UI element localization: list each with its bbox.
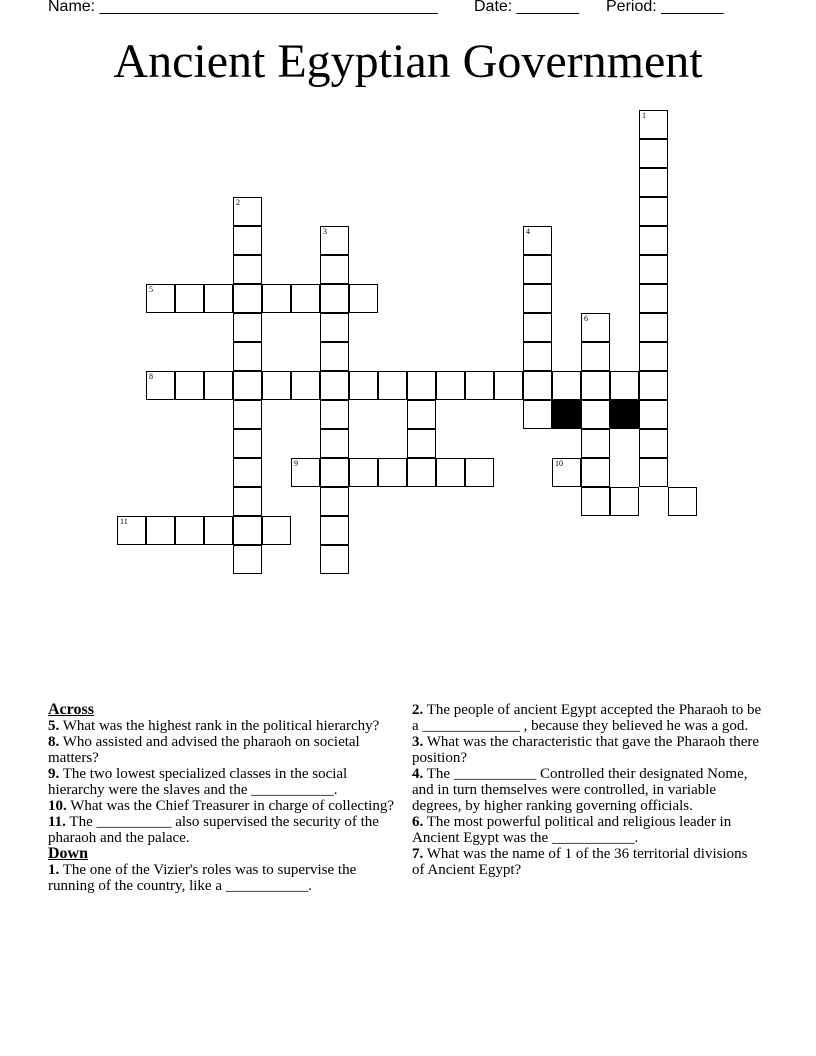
grid-cell[interactable] bbox=[407, 371, 436, 400]
grid-cell[interactable] bbox=[668, 487, 697, 516]
across-heading: Across bbox=[48, 701, 94, 718]
down-heading: Down bbox=[48, 845, 89, 862]
grid-cell[interactable] bbox=[581, 458, 610, 487]
grid-cell[interactable] bbox=[233, 284, 262, 313]
clue-item bbox=[48, 766, 398, 798]
clue-number: 4 bbox=[526, 227, 530, 236]
down-clue-list bbox=[48, 862, 398, 894]
clue-item bbox=[412, 734, 762, 766]
clue-item-number: 9. bbox=[48, 766, 60, 782]
grid-cell[interactable] bbox=[320, 487, 349, 516]
grid-cell[interactable] bbox=[204, 516, 233, 545]
grid-cell[interactable] bbox=[581, 313, 610, 342]
grid-cell[interactable] bbox=[204, 284, 233, 313]
grid-cell[interactable] bbox=[378, 371, 407, 400]
clue-item bbox=[412, 814, 762, 846]
grid-cell[interactable] bbox=[320, 458, 349, 487]
period-field[interactable]: Period: _______ bbox=[606, 0, 724, 15]
grid-cell[interactable] bbox=[639, 197, 668, 226]
grid-cell[interactable] bbox=[233, 516, 262, 545]
grid-cell[interactable] bbox=[233, 371, 262, 400]
grid-cell[interactable] bbox=[581, 400, 610, 429]
date-field[interactable]: Date: _______ bbox=[474, 0, 579, 15]
grid-cell[interactable] bbox=[320, 284, 349, 313]
grid-cell[interactable] bbox=[233, 226, 262, 255]
clue-item bbox=[48, 798, 398, 814]
grid-cell[interactable] bbox=[523, 226, 552, 255]
grid-cell[interactable] bbox=[262, 284, 291, 313]
clue-item bbox=[412, 766, 762, 814]
grid-cell[interactable] bbox=[523, 400, 552, 429]
grid-cell[interactable] bbox=[610, 371, 639, 400]
clue-number: 1 bbox=[642, 111, 646, 120]
clue-number: 6 bbox=[584, 314, 588, 323]
grid-cell[interactable] bbox=[233, 400, 262, 429]
clue-item-number: 3. bbox=[412, 734, 424, 750]
clue-item-number: 2. bbox=[412, 702, 424, 718]
grid-cell[interactable] bbox=[407, 429, 436, 458]
grid-cell[interactable] bbox=[639, 284, 668, 313]
grid-cell[interactable] bbox=[320, 429, 349, 458]
grid-cell[interactable] bbox=[320, 545, 349, 574]
clue-item-number: 1. bbox=[48, 862, 60, 878]
grid-cell[interactable] bbox=[407, 400, 436, 429]
grid-cell[interactable] bbox=[320, 371, 349, 400]
clue-item-text: What was the Chief Treasurer in charge of collecting? bbox=[66, 798, 395, 814]
grid-cell[interactable] bbox=[262, 371, 291, 400]
grid-cell[interactable] bbox=[436, 371, 465, 400]
grid-cell[interactable] bbox=[146, 516, 175, 545]
grid-cell[interactable] bbox=[581, 371, 610, 400]
clue-item-text: The most powerful political and religious leader in Ancient Egypt was the ___________. bbox=[412, 814, 732, 846]
black-cell bbox=[610, 400, 639, 429]
clue-number: 8 bbox=[149, 372, 153, 381]
grid-cell[interactable] bbox=[117, 516, 146, 545]
grid-cell[interactable] bbox=[262, 516, 291, 545]
grid-cell[interactable] bbox=[233, 487, 262, 516]
clue-item bbox=[48, 862, 398, 894]
grid-cell[interactable] bbox=[349, 458, 378, 487]
grid-cell[interactable] bbox=[523, 342, 552, 371]
grid-cell[interactable] bbox=[407, 458, 436, 487]
clue-item bbox=[412, 846, 762, 878]
grid-cell[interactable] bbox=[494, 371, 523, 400]
clue-item-number: 8. bbox=[48, 734, 60, 750]
grid-cell[interactable] bbox=[639, 400, 668, 429]
grid-cell[interactable] bbox=[465, 458, 494, 487]
grid-cell[interactable] bbox=[320, 342, 349, 371]
grid-cell[interactable] bbox=[320, 400, 349, 429]
grid-cell[interactable] bbox=[233, 342, 262, 371]
grid-cell[interactable] bbox=[639, 371, 668, 400]
grid-cell[interactable] bbox=[639, 342, 668, 371]
grid-cell[interactable] bbox=[639, 168, 668, 197]
clue-item-number: 11. bbox=[48, 814, 66, 830]
clue-number: 3 bbox=[323, 227, 327, 236]
grid-cell[interactable] bbox=[233, 197, 262, 226]
clue-item-text: The ___________ Controlled their designated Nome, and in turn themselves were controlled, in variable degrees, by higher ranking governing officials. bbox=[412, 766, 748, 814]
clue-item-text: The people of ancient Egypt accepted the Pharaoh to be a _____________ , because they believed he was a god. bbox=[412, 702, 762, 734]
name-field[interactable]: Name: ______________________________________ bbox=[48, 0, 438, 15]
black-cell bbox=[552, 400, 581, 429]
grid-cell[interactable] bbox=[291, 371, 320, 400]
grid-cell[interactable] bbox=[523, 284, 552, 313]
clues-right-column bbox=[412, 702, 762, 878]
grid-cell[interactable] bbox=[610, 487, 639, 516]
grid-cell[interactable] bbox=[523, 313, 552, 342]
grid-cell[interactable] bbox=[320, 226, 349, 255]
clue-item-number: 10. bbox=[48, 798, 67, 814]
grid-cell[interactable] bbox=[552, 458, 581, 487]
grid-cell[interactable] bbox=[320, 313, 349, 342]
clue-item-number: 7. bbox=[412, 846, 424, 862]
grid-cell[interactable] bbox=[639, 429, 668, 458]
clue-item bbox=[48, 718, 398, 734]
grid-cell[interactable] bbox=[581, 429, 610, 458]
clue-item-number: 6. bbox=[412, 814, 424, 830]
grid-cell[interactable] bbox=[204, 371, 233, 400]
clue-item bbox=[48, 814, 398, 846]
grid-cell[interactable] bbox=[639, 255, 668, 284]
clue-number: 5 bbox=[149, 285, 153, 294]
grid-cell[interactable] bbox=[523, 255, 552, 284]
grid-cell[interactable] bbox=[349, 284, 378, 313]
grid-cell[interactable] bbox=[233, 255, 262, 284]
grid-cell[interactable] bbox=[320, 516, 349, 545]
clue-item-number: 4. bbox=[412, 766, 424, 782]
grid-cell[interactable] bbox=[378, 458, 407, 487]
grid-cell[interactable] bbox=[233, 429, 262, 458]
grid-cell[interactable] bbox=[233, 458, 262, 487]
page-title: Ancient Egyptian Government bbox=[113, 35, 703, 88]
grid-cell[interactable] bbox=[465, 371, 494, 400]
clue-item-text: The one of the Vizier's roles was to supervise the running of the country, like a ___________. bbox=[48, 862, 357, 894]
grid-cell[interactable] bbox=[639, 458, 668, 487]
clue-item-text: Who assisted and advised the pharaoh on societal matters? bbox=[48, 734, 360, 766]
clue-item-text: What was the highest rank in the political hierarchy? bbox=[59, 718, 380, 734]
grid-cell[interactable] bbox=[320, 255, 349, 284]
clue-number: 9 bbox=[294, 459, 298, 468]
grid-cell[interactable] bbox=[639, 226, 668, 255]
clue-item-text: The __________ also supervised the security of the pharaoh and the palace. bbox=[48, 814, 379, 846]
clue-number: 2 bbox=[236, 198, 240, 207]
grid-cell[interactable] bbox=[233, 545, 262, 574]
grid-cell[interactable] bbox=[639, 139, 668, 168]
grid-cell[interactable] bbox=[175, 516, 204, 545]
grid-cell[interactable] bbox=[175, 371, 204, 400]
grid-cell[interactable] bbox=[146, 371, 175, 400]
grid-cell[interactable] bbox=[639, 313, 668, 342]
clue-item-number: 5. bbox=[48, 718, 60, 734]
grid-cell[interactable] bbox=[146, 284, 175, 313]
across-clue-list bbox=[48, 718, 398, 846]
grid-cell[interactable] bbox=[175, 284, 204, 313]
clue-number: 10 bbox=[555, 459, 563, 468]
grid-cell[interactable] bbox=[639, 110, 668, 139]
clue-number: 11 bbox=[120, 517, 128, 526]
grid-cell[interactable] bbox=[291, 458, 320, 487]
grid-cell[interactable] bbox=[291, 284, 320, 313]
clue-item-text: What was the characteristic that gave the Pharaoh there position? bbox=[412, 734, 760, 766]
clue-item bbox=[48, 734, 398, 766]
grid-cell[interactable] bbox=[581, 487, 610, 516]
clue-item bbox=[412, 702, 762, 734]
grid-cell[interactable] bbox=[581, 342, 610, 371]
grid-cell[interactable] bbox=[436, 458, 465, 487]
clues-left-column bbox=[48, 702, 398, 894]
grid-cell[interactable] bbox=[349, 371, 378, 400]
grid-cell[interactable] bbox=[523, 371, 552, 400]
grid-cell[interactable] bbox=[552, 371, 581, 400]
clue-item-text: What was the name of 1 of the 36 territorial divisions of Ancient Egypt? bbox=[412, 846, 748, 878]
down-clue-list-continued bbox=[412, 702, 762, 878]
clue-item-text: The two lowest specialized classes in the social hierarchy were the slaves and the ___________. bbox=[48, 766, 348, 798]
grid-cell[interactable] bbox=[233, 313, 262, 342]
